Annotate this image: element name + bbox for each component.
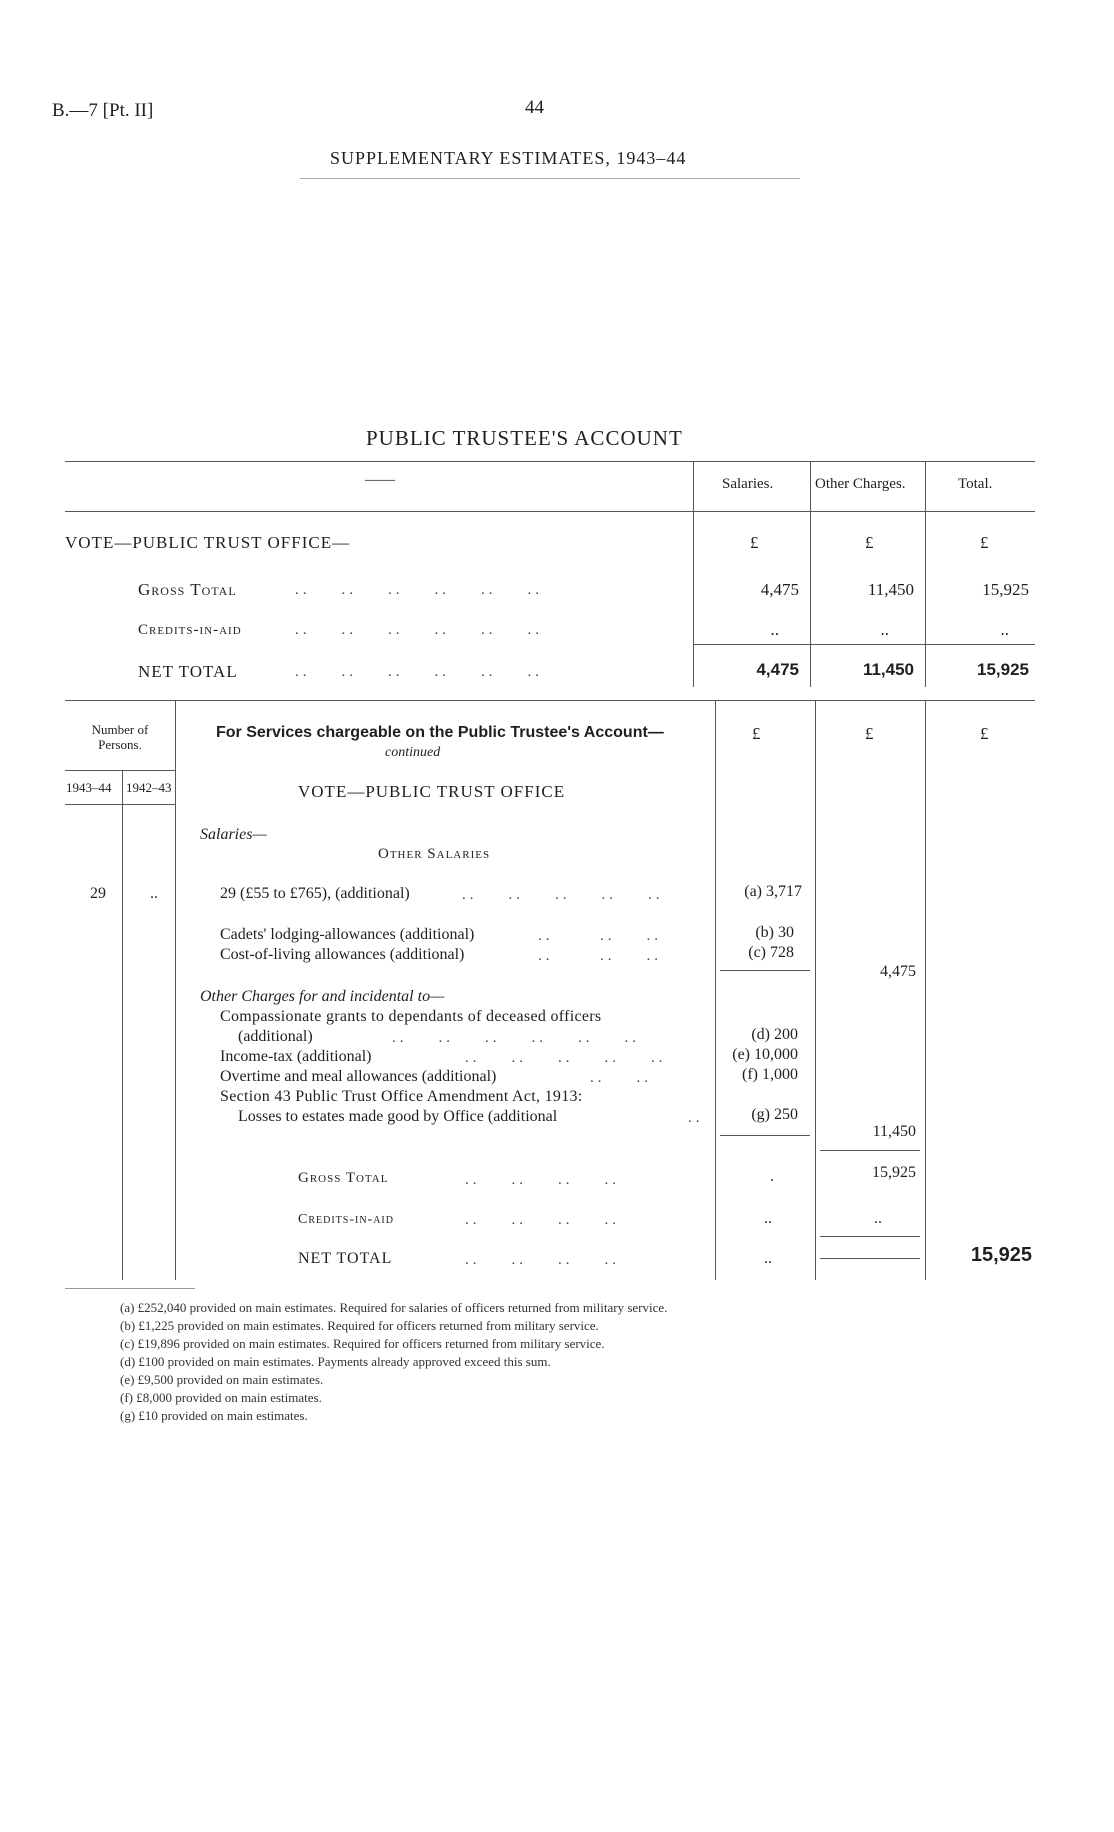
page-number: 44 — [525, 97, 544, 118]
persons-year-divider — [122, 770, 123, 1280]
leader-dots: .. .. .. .. .. .. — [392, 1030, 640, 1046]
detail-gross-label: Gross Total — [298, 1170, 389, 1186]
salaries-subtotal-rule — [720, 970, 810, 971]
summary-vote-label: VOTE—PUBLIC TRUST OFFICE— — [65, 533, 351, 552]
footnote-g: (g) £10 provided on main estimates. — [120, 1408, 308, 1423]
detail-col-divider-salaries — [715, 700, 716, 1280]
leader-dots: .. .. .. .. .. .. — [295, 582, 543, 598]
detail-credits-other: .. — [874, 1210, 882, 1227]
summary-gross-total: 15,925 — [982, 580, 1029, 599]
persons-right-divider — [175, 700, 176, 1280]
summary-net-other: 11,450 — [862, 660, 914, 679]
footnote-e: (e) £9,500 provided on main estimates. — [120, 1372, 324, 1387]
year-1942-43: 1942–43 — [126, 780, 172, 795]
summary-subtotal-rule — [693, 644, 1035, 645]
other-row-text-cont: Losses to estates made good by Office (additional — [238, 1108, 558, 1125]
detail-gross-other: 15,925 — [872, 1164, 916, 1181]
other-row-amount: (e) 10,000 — [732, 1046, 798, 1063]
other-charges-subtotal: 11,450 — [872, 1123, 916, 1140]
other-salaries-subheading: Other Salaries — [378, 846, 491, 862]
footnote-a: (a) £252,040 provided on main estimates. Required for salaries of officers returned from military service. — [120, 1300, 668, 1315]
summary-top-rule — [65, 461, 1035, 462]
detail-credits-label: Credits-in-aid — [298, 1212, 394, 1227]
summary-credits-label: Credits-in-aid — [138, 622, 242, 638]
persons-header: Number of Persons. — [91, 722, 149, 752]
summary-net-salaries: 4,475 — [756, 660, 799, 679]
other-row-text: Compassionate grants to dependants of deceased officers — [220, 1008, 602, 1025]
footnote-f: (f) £8,000 provided on main estimates. — [120, 1390, 322, 1405]
other-column-rule — [820, 1150, 920, 1151]
leader-dots: .. .. .. .. .. — [462, 887, 664, 903]
detail-col-divider-other — [815, 700, 816, 1280]
salary-row-text: Cadets' lodging-allowances (additional) — [220, 926, 475, 943]
page-title: SUPPLEMENTARY ESTIMATES, 1943–44 — [330, 148, 687, 168]
leader-dots: .. .. .. .. .. .. — [295, 622, 543, 638]
summary-credits-total: .. — [1000, 620, 1009, 639]
summary-gross-other: 11,450 — [867, 580, 914, 599]
leader-dots: .. .. .. .. — [465, 1252, 620, 1268]
detail-currency-total: £ — [980, 724, 989, 743]
title-rule — [300, 178, 800, 179]
leader-dots: .. .. — [590, 1070, 652, 1086]
other-row-text: Section 43 Public Trust Office Amendment Act, 1913: — [220, 1088, 583, 1105]
currency-total: £ — [980, 533, 989, 552]
detail-top-rule — [65, 700, 1035, 701]
salaries-header: Salaries. — [722, 476, 774, 492]
detail-vote-label: VOTE—PUBLIC TRUST OFFICE — [298, 782, 566, 801]
footnote-rule — [65, 1288, 195, 1289]
other-row-text: Overtime and meal allowances (additional) — [220, 1068, 497, 1085]
detail-net-rule-top — [820, 1236, 920, 1237]
persons-1942-43-value: .. — [150, 885, 158, 902]
other-row-amount: (g) 250 — [751, 1106, 798, 1123]
summary-net-total: 15,925 — [977, 660, 1029, 679]
footnote-c: (c) £19,896 provided on main estimates. Required for officers returned from military service. — [120, 1336, 605, 1351]
footnote-d: (d) £100 provided on main estimates. Payments already approved exceed this sum. — [120, 1354, 551, 1369]
detail-currency-salaries: £ — [752, 724, 761, 743]
detail-gross-salaries: . — [770, 1168, 774, 1185]
other-row-amount: (d) 200 — [751, 1026, 798, 1043]
salaries-subheading: Salaries— — [200, 826, 267, 843]
services-heading: For Services chargeable on the Public Trustee's Account— — [216, 724, 664, 741]
summary-gross-label: Gross Total — [138, 580, 237, 599]
other-charges-header: Other Charges. — [815, 476, 906, 492]
summary-credits-other: .. — [880, 620, 889, 639]
account-title: PUBLIC TRUSTEE'S ACCOUNT — [366, 426, 683, 450]
summary-gross-salaries: 4,475 — [760, 580, 799, 599]
currency-salaries: £ — [750, 533, 759, 552]
leader-dots: .. .. .. .. .. .. — [295, 664, 543, 680]
services-heading-continued: continued — [385, 745, 441, 760]
footnote-b: (b) £1,225 provided on main estimates. Required for officers returned from military service. — [120, 1318, 599, 1333]
persons-1943-44-value: 29 — [90, 885, 106, 902]
detail-credits-salaries: .. — [764, 1210, 772, 1227]
leader-dots: .. .. .. — [538, 948, 662, 964]
currency-other: £ — [865, 533, 874, 552]
other-row-text-cont: (additional) — [238, 1028, 313, 1045]
salary-row-amount: (c) 728 — [748, 944, 794, 961]
total-header: Total. — [958, 476, 993, 492]
summary-net-label: NET TOTAL — [138, 662, 238, 681]
leader-dots: .. .. .. .. — [465, 1212, 620, 1228]
year-1943-44: 1943–44 — [66, 780, 112, 795]
col-divider-other — [810, 461, 811, 687]
leader-dots: .. .. .. — [538, 928, 662, 944]
other-charges-subheading: Other Charges for and incidental to— — [200, 988, 445, 1005]
detail-net-label: NET TOTAL — [298, 1250, 393, 1267]
salary-row-amount: (b) 30 — [755, 924, 794, 941]
detail-col-divider-total — [925, 700, 926, 1280]
summary-credits-salaries: .. — [770, 620, 779, 639]
leader-dots: .. — [688, 1110, 704, 1126]
salary-row-text: 29 (£55 to £765), (additional) — [220, 885, 410, 902]
other-row-text: Income-tax (additional) — [220, 1048, 372, 1065]
summary-header-rule — [65, 511, 1035, 512]
leader-dots: .. .. .. .. .. — [465, 1050, 667, 1066]
document-reference: B.—7 [Pt. II] — [52, 100, 154, 121]
detail-net-salaries: .. — [764, 1250, 772, 1267]
salary-row-amount: (a) 3,717 — [744, 883, 802, 900]
detail-net-total: 15,925 — [970, 1244, 1032, 1266]
col-divider-total — [925, 461, 926, 687]
detail-currency-other: £ — [865, 724, 874, 743]
detail-net-rule-bottom — [820, 1258, 920, 1259]
other-subtotal-rule — [720, 1135, 810, 1136]
years-header-rule — [65, 804, 175, 805]
other-row-amount: (f) 1,000 — [742, 1066, 798, 1083]
blank-column-header: —— — [365, 472, 395, 488]
salary-row-text: Cost-of-living allowances (additional) — [220, 946, 465, 963]
salaries-subtotal: 4,475 — [880, 963, 916, 980]
col-divider-salaries — [693, 461, 694, 687]
leader-dots: .. .. .. .. — [465, 1172, 620, 1188]
persons-header-rule — [65, 770, 175, 771]
